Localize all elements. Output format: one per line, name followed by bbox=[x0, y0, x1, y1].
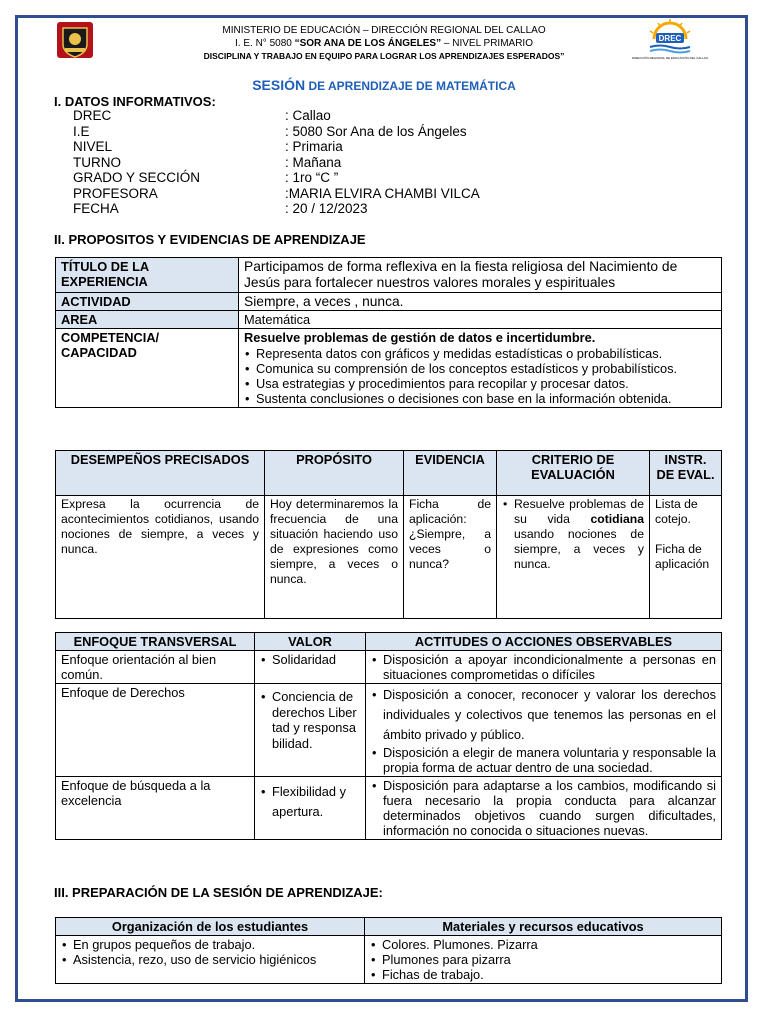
titulo-value: Participamos de forma reflexiva en la fiesta religiosa del Nacimiento de Jesús para fortalecer nuestros valores morales y espirituales bbox=[239, 258, 722, 293]
drec-logo-subtext: DIRECCIÓN REGIONAL DE EDUCACIÓN DEL CALLAO bbox=[631, 56, 709, 60]
section2-heading: II. PROPOSITOS Y EVIDENCIAS DE APRENDIZAJE bbox=[54, 232, 366, 247]
header-evidencia: EVIDENCIA bbox=[404, 451, 497, 496]
school-line: I. E. N° 5080 “SOR ANA DE LOS ÁNGELES” – NIVEL PRIMARIO bbox=[235, 38, 533, 49]
capacidad-item: • Comunica su comprensión de los conceptos estadísticos y probabilísticos. bbox=[256, 361, 716, 376]
header-proposito: PROPÓSITO bbox=[265, 451, 404, 496]
motto-line: DISCIPLINA Y TRABAJO EN EQUIPO PARA LOGRAR LOS APRENDIZAJES ESPERADOS” bbox=[203, 51, 565, 61]
info-value: : 1ro “C ” bbox=[285, 170, 339, 185]
actitud-item: • Disposición para adaptarse a los cambios, modificando si fuera necesario la propia conducta para alcanzar determinados objetivos cuando surgen dificultades, información no conocida o situaciones nuevas. bbox=[383, 778, 716, 838]
material-item: • Plumones para pizarra bbox=[382, 952, 716, 967]
header-criterio: CRITERIO DE EVALUACIÓN bbox=[497, 451, 650, 496]
info-key: TURNO bbox=[73, 154, 121, 170]
enfoque-cell: Enfoque de búsqueda a la excelencia bbox=[56, 777, 255, 840]
info-value: :MARIA ELVIRA CHAMBI VILCA bbox=[285, 185, 480, 201]
actitudes-cell bbox=[366, 651, 722, 684]
valor-item: • Conciencia de derechos Libertad y responsabilidad. bbox=[272, 689, 360, 751]
organizacion-cell bbox=[56, 936, 365, 984]
material-item: • Colores. Plumones. Pizarra bbox=[382, 937, 716, 952]
area-value: Matemática bbox=[239, 311, 722, 329]
letterhead bbox=[0, 24, 768, 63]
datos-informativos bbox=[73, 108, 480, 217]
valor-cell bbox=[255, 651, 366, 684]
competencia-title: Resuelve problemas de gestión de datos e incertidumbre. bbox=[244, 330, 596, 345]
proposito-cell: Hoy determinaremos la frecuencia de una situación haciendo uso de expresiones como siempre, a veces o nunca. bbox=[265, 496, 404, 619]
drec-logo-text: DREC bbox=[658, 34, 682, 43]
desempeno-cell: Expresa la ocurrencia de acontecimientos cotidianos, usando nociones de siempre, a veces y nunca. bbox=[56, 496, 265, 619]
instrumento-cell: Lista de cotejo. Ficha de aplicación bbox=[650, 496, 722, 619]
section3-heading: III. PREPARACIÓN DE LA SESIÓN DE APRENDIZAJE: bbox=[54, 885, 383, 900]
valor-cell bbox=[255, 777, 366, 840]
header-instrumento: INSTR. DE EVAL. bbox=[650, 451, 722, 496]
actitud-item: • Disposición a elegir de manera voluntaria y responsable la propia forma de actuar dentro de una sociedad. bbox=[383, 745, 716, 775]
actitud-item: • Disposición a conocer, reconocer y valorar los derechos individuales y colectivos que tenemos las personas en el ámbito privado y público. bbox=[383, 685, 716, 745]
info-key: DREC bbox=[73, 108, 112, 123]
info-row bbox=[73, 108, 480, 124]
header-organizacion: Organización de los estudiantes bbox=[56, 918, 365, 936]
preparacion-table bbox=[55, 917, 722, 984]
enfoque-cell: Enfoque orientación al bien común. bbox=[56, 651, 255, 684]
info-key: I.E bbox=[73, 123, 90, 139]
enfoque-row bbox=[56, 684, 722, 777]
organizacion-item: • Asistencia, rezo, uso de servicio higiénicos bbox=[73, 952, 359, 967]
enfoque-row bbox=[56, 651, 722, 684]
section1-heading: I. DATOS INFORMATIVOS: bbox=[54, 94, 216, 109]
material-item: • Fichas de trabajo. bbox=[382, 967, 716, 982]
capacidad-item: • Representa datos con gráficos y medidas estadísticas o probabilísticas. bbox=[256, 346, 716, 361]
header-valor: VALOR bbox=[255, 633, 366, 651]
info-row bbox=[73, 139, 480, 155]
actitud-item: • Disposición a apoyar incondicionalmente a personas en situaciones comprometidas o difíciles bbox=[383, 652, 716, 682]
titulo-label: TÍTULO DE LA EXPERIENCIA bbox=[56, 258, 239, 293]
info-row bbox=[73, 186, 480, 202]
info-row bbox=[73, 155, 480, 171]
info-value: : Callao bbox=[285, 108, 331, 123]
actitudes-cell bbox=[366, 684, 722, 777]
competencia-value bbox=[239, 329, 722, 408]
enfoque-row bbox=[56, 777, 722, 840]
header-enfoque: ENFOQUE TRANSVERSAL bbox=[56, 633, 255, 651]
header-desempenos: DESEMPEÑOS PRECISADOS bbox=[56, 451, 265, 496]
desempenos-table bbox=[55, 450, 722, 619]
competencia-label: COMPETENCIA/ CAPACIDAD bbox=[56, 329, 239, 408]
valor-item: • Flexibilidad y apertura. bbox=[272, 782, 360, 822]
info-key: FECHA bbox=[73, 201, 119, 216]
info-value: : Mañana bbox=[285, 154, 342, 170]
experience-table bbox=[55, 257, 722, 408]
capacidad-item: • Sustenta conclusiones o decisiones con base en la información obtenida. bbox=[256, 391, 716, 406]
info-row bbox=[73, 124, 480, 140]
document-title: SESIÓN DE APRENDIZAJE DE MATEMÁTICA bbox=[252, 77, 516, 93]
info-row bbox=[73, 201, 480, 217]
valor-cell bbox=[255, 684, 366, 777]
info-value: : 5080 Sor Ana de los Ángeles bbox=[285, 123, 467, 139]
info-row bbox=[73, 170, 480, 186]
capacidades-list bbox=[244, 346, 716, 406]
info-value: : Primaria bbox=[285, 139, 343, 154]
enfoque-cell: Enfoque de Derechos bbox=[56, 684, 255, 777]
evidencia-cell: Ficha de aplicación: ¿Siempre, a veces o nunca? bbox=[404, 496, 497, 619]
actitudes-cell bbox=[366, 777, 722, 840]
info-key: GRADO Y SECCIÓN bbox=[73, 170, 201, 185]
header-materiales: Materiales y recursos educativos bbox=[365, 918, 722, 936]
organizacion-item: • En grupos pequeños de trabajo. bbox=[73, 937, 359, 952]
criterio-cell: • Resuelve problemas de su vida cotidiana usando nociones de siempre, a veces y nunca. bbox=[497, 496, 650, 619]
info-value: : 20 / 12/2023 bbox=[285, 201, 368, 216]
enfoques-table bbox=[55, 632, 722, 840]
header-actitudes: ACTITUDES O ACCIONES OBSERVABLES bbox=[366, 633, 722, 651]
info-key: PROFESORA bbox=[73, 185, 158, 201]
materiales-cell bbox=[365, 936, 722, 984]
ministry-line: MINISTERIO DE EDUCACIÓN – DIRECCIÓN REGIONAL DEL CALLAO bbox=[222, 25, 546, 36]
capacidad-item: • Usa estrategias y procedimientos para recopilar y procesar datos. bbox=[256, 376, 716, 391]
area-label: AREA bbox=[56, 311, 239, 329]
info-key: NIVEL bbox=[73, 139, 113, 154]
actividad-value: Siempre, a veces , nunca. bbox=[239, 293, 722, 311]
valor-item: • Solidaridad bbox=[272, 652, 360, 667]
actividad-label: ACTIVIDAD bbox=[56, 293, 239, 311]
